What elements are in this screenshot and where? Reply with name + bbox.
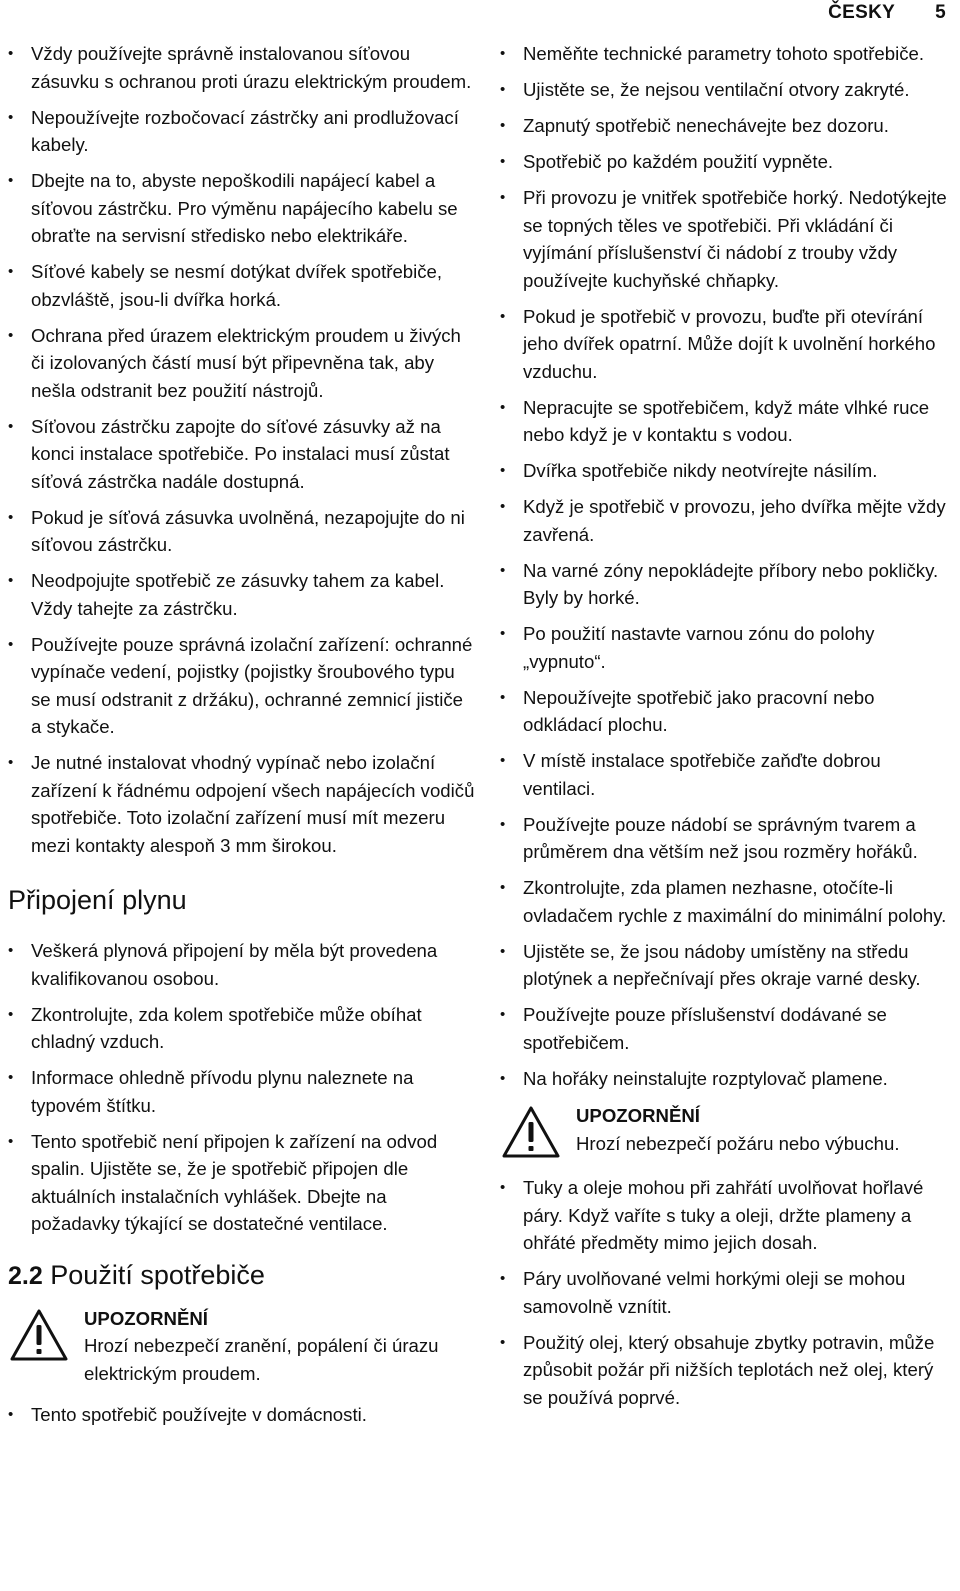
- list-item: • Nepracujte se spotřebičem, když máte vlhké ruce nebo když je v kontaktu s vodou.: [500, 394, 952, 449]
- list-item: • Neměňte technické parametry tohoto spotřebiče.: [500, 40, 952, 68]
- list-item: • Dbejte na to, abyste nepoškodili napájecí kabel a síťovou zástrčku. Pro výměnu napájecího kabelu se obraťte na servisní středisko nebo elektrikáře.: [8, 167, 478, 250]
- list-item: • Ujistěte se, že nejsou ventilační otvory zakryté.: [500, 76, 952, 104]
- list-item: • Zapnutý spotřebič nenechávejte bez dozoru.: [500, 112, 952, 140]
- list-item: • Nepoužívejte spotřebič jako pracovní nebo odkládací plochu.: [500, 684, 952, 739]
- warning-triangle-icon: [8, 1307, 70, 1363]
- warning-text-block: [576, 1102, 900, 1157]
- usage-list: [8, 1401, 478, 1429]
- list-item: • Síťové kabely se nesmí dotýkat dvířek spotřebiče, obzvláště, jsou-li dvířka horká.: [8, 258, 478, 313]
- left-column: [8, 40, 478, 1437]
- list-item: • Když je spotřebič v provozu, jeho dvířka mějte vždy zavřená.: [500, 493, 952, 548]
- oil-safety-list: [500, 1174, 952, 1411]
- safety-list-electrical: [8, 40, 478, 859]
- list-item: • Spotřebič po každém použití vypněte.: [500, 148, 952, 176]
- list-item: • Ujistěte se, že jsou nádoby umístěny na středu plotýnek a nepřečnívají přes okraje varné desky.: [500, 938, 952, 993]
- list-item: • Ochrana před úrazem elektrickým proudem u živých či izolovaných částí musí být připevněna tak, aby nešla odstranit bez použití nástrojů.: [8, 322, 478, 405]
- usage-safety-list: [500, 40, 952, 1092]
- list-item: • Zkontrolujte, zda kolem spotřebiče může obíhat chladný vzduch.: [8, 1001, 478, 1056]
- list-item: • Při provozu je vnitřek spotřebiče horký. Nedotýkejte se topných těles ve spotřebiči. Při vkládání či vyjímání příslušenství či nádobí z trouby vždy používejte kuchyňské chňapky.: [500, 184, 952, 294]
- warning-box-injury: [8, 1305, 478, 1388]
- warning-title: UPOZORNĚNÍ: [576, 1105, 700, 1126]
- list-item: • Tento spotřebič není připojen k zařízení na odvod spalin. Ujistěte se, že je spotřebič připojen dle aktuálních instalačních vyhlášek. Dbejte na požadavky týkající se dostatečné ventilace.: [8, 1128, 478, 1238]
- list-item: • Nepoužívejte rozbočovací zástrčky ani prodlužovací kabely.: [8, 104, 478, 159]
- list-item: • Tento spotřebič používejte v domácnosti.: [8, 1401, 478, 1429]
- warning-title: UPOZORNĚNÍ: [84, 1307, 208, 1329]
- list-item: • Používejte pouze příslušenství dodávané se spotřebičem.: [500, 1001, 952, 1056]
- warning-box-fire: [500, 1102, 952, 1160]
- list-item: • V místě instalace spotřebiče zaňďte dobrou ventilaci.: [500, 747, 952, 802]
- page-number: 5: [935, 2, 946, 23]
- gas-connection-list: [8, 937, 478, 1238]
- list-item: • Dvířka spotřebiče nikdy neotvírejte násilím.: [500, 457, 952, 485]
- list-item: • Veškerá plynová připojení by měla být provedena kvalifikovanou osobou.: [8, 937, 478, 992]
- language-label: ČESKY: [828, 2, 896, 23]
- subsection-number: 2.2: [8, 1261, 43, 1290]
- list-item: • Po použití nastavte varnou zónu do polohy „vypnuto“.: [500, 620, 952, 675]
- list-item: • Vždy používejte správně instalovanou síťovou zásuvku s ochranou proti úrazu elektrickým proudem.: [8, 40, 478, 95]
- list-item: • Zkontrolujte, zda plamen nezhasne, otočíte-li ovladačem rychle z maximální do minimální polohy.: [500, 874, 952, 929]
- subsection-title-text: Použití spotřebiče: [50, 1259, 265, 1290]
- right-column: [500, 40, 952, 1420]
- section-title-gas: Připojení plynu: [8, 885, 187, 915]
- list-item: • Používejte pouze správná izolační zařízení: ochranné vypínače vedení, pojistky (pojistky šroubového typu se musí odstranit z držáku), ochranné zemnicí jističe a stykače.: [8, 631, 478, 741]
- list-item: • Informace ohledně přívodu plynu naleznete na typovém štítku.: [8, 1064, 478, 1119]
- list-item: • Síťovou zástrčku zapojte do síťové zásuvky až na konci instalace spotřebiče. Po instalaci musí zůstat síťová zástrčka nadále dostupná.: [8, 413, 478, 496]
- warning-text-block: [84, 1305, 478, 1388]
- list-item: • Použitý olej, který obsahuje zbytky potravin, může způsobit požár při nižších teplotách než olej, který se používá poprvé.: [500, 1329, 952, 1412]
- list-item: • Na hořáky neinstalujte rozptylovač plamene.: [500, 1065, 952, 1093]
- list-item: • Je nutné instalovat vhodný vypínač nebo izolační zařízení k řádnému odpojení všech napájecích vodičů spotřebiče. Toto izolační zařízení musí mít mezeru mezi kontakty alespoň 3 mm širokou.: [8, 749, 478, 859]
- warning-triangle-icon: [500, 1104, 562, 1160]
- warning-message: Hrozí nebezpečí požáru nebo výbuchu.: [576, 1132, 900, 1154]
- list-item: • Tuky a oleje mohou při zahřátí uvolňovat hořlavé páry. Když vaříte s tuky a oleji, držte plameny a ohřáté předměty mimo jejich dosah.: [500, 1174, 952, 1257]
- warning-message: Hrozí nebezpečí zranění, popálení či úrazu elektrickým proudem.: [84, 1335, 439, 1384]
- page-header: [828, 0, 946, 26]
- subsection-title-usage: [8, 1258, 478, 1293]
- list-item: • Na varné zóny nepokládejte příbory nebo pokličky. Byly by horké.: [500, 557, 952, 612]
- list-item: • Používejte pouze nádobí se správným tvarem a průměrem dna větším než jsou rozměry hořáků.: [500, 811, 952, 866]
- list-item: • Neodpojujte spotřebič ze zásuvky tahem za kabel. Vždy tahejte za zástrčku.: [8, 567, 478, 622]
- list-item: • Páry uvolňované velmi horkými oleji se mohou samovolně vznítit.: [500, 1265, 952, 1320]
- list-item: • Pokud je spotřebič v provozu, buďte při otevírání jeho dvířek opatrní. Může dojít k uvolnění horkého vzduchu.: [500, 303, 952, 386]
- list-item: • Pokud je síťová zásuvka uvolněná, nezapojujte do ni síťovou zástrčku.: [8, 504, 478, 559]
